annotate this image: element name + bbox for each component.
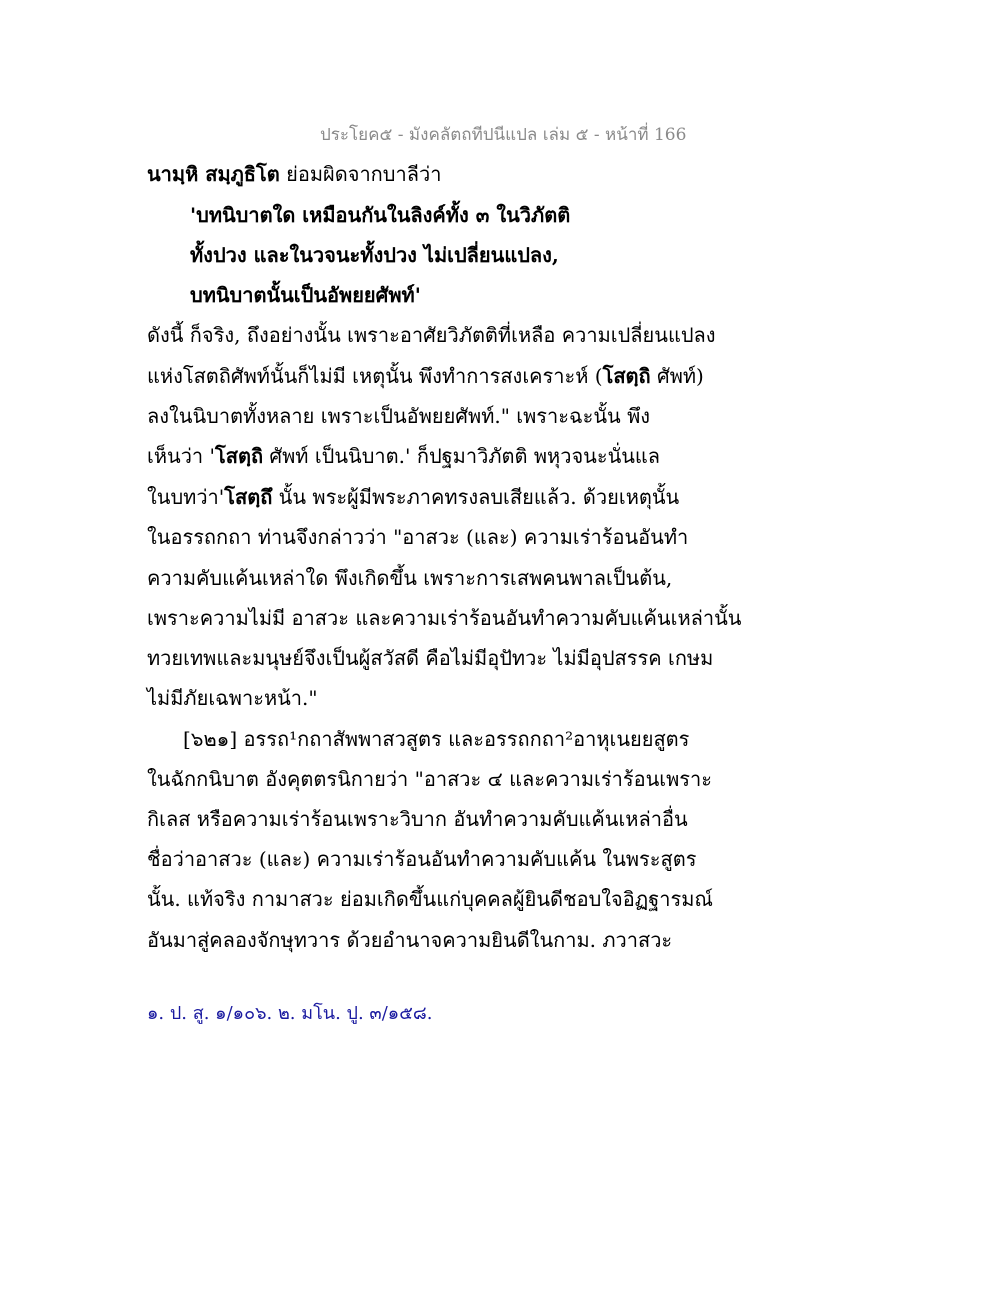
text-segment: ศัพท์) [650,364,704,388]
text-line-4: ลงในนิบาตทั้งหลาย เพราะเป็นอัพยยศัพท์." เพราะฉะนั้น พึง [147,404,651,428]
text-line-9: เพราะความไม่มี อาสวะ และความเร่าร้อนอันทำความคับแค้นเหล่านั้น [147,606,742,630]
text-line-14: กิเลส หรือความเร่าร้อนเพราะวิบาก อันทำความคับแค้นเหล่าอื่น [147,807,688,831]
text-line-8: ความคับแค้นเหล่าใด พึงเกิดขึ้น เพราะการเสพคนพาลเป็นต้น, [147,566,673,590]
text-line-6 [147,483,679,511]
text-segment: ในบทว่า' [147,485,225,509]
text-segment: ย่อมผิดจากบาลีว่า [279,162,442,186]
quote-line-1: 'บทนิบาตใด เหมือนกันในลิงค์ทั้ง ๓ ในวิภัตติ [190,203,571,227]
text-segment: นั้น พระผู้มีพระภาคทรงลบเสียแล้ว. ด้วยเหตุนั้น [272,485,680,509]
running-header: ประโยค๕ - มังคลัตถทีปนีแปล เล่ม ๕ - หน้าที่ 166 [320,125,687,145]
text-line-13: ในฉักกนิบาต อังคุตตรนิกายว่า "อาสวะ ๔ และความเร่าร้อนเพราะ [147,767,712,791]
footnote: ๑. ป. สู. ๑/๑๐๖. ๒. มโน. ปู. ๓/๑๕๘. [147,1003,433,1024]
text-line-7: ในอรรถกถา ท่านจึงกล่าวว่า "อาสวะ (และ) ความเร่าร้อนอันทำ [147,525,689,549]
pali-term: โสตฺถิ [215,444,264,468]
text-line-2: ดังนี้ ก็จริง, ถึงอย่างนั้น เพราะอาศัยวิภัตติที่เหลือ ความเปลี่ยนแปลง [147,323,716,347]
text-line-17: อันมาสู่คลองจักษุทวาร ด้วยอำนาจความยินดีในกาม. ภวาสวะ [147,928,673,952]
text-line-1 [147,160,441,188]
text-line-16: นั้น. แท้จริง กามาสวะ ย่อมเกิดขึ้นแก่บุคคลผู้ยินดีชอบใจอิฏฐารมณ์ [147,887,713,911]
text-segment: ศัพท์ เป็นนิบาต.' ก็ปฐมาวิภัตติ พหุวจนะนั่นแล [263,444,661,468]
text-line-11: ไม่มีภัยเฉพาะหน้า." [147,686,318,710]
pali-term: โสตฺถึ [224,485,273,509]
pali-phrase: นามฺหิ สมฺภูธิโต [147,162,280,186]
text-segment: เห็นว่า ' [147,444,216,468]
text-line-3 [147,362,704,390]
text-line-15: ชื่อว่าอาสวะ (และ) ความเร่าร้อนอันทำความคับแค้น ในพระสูตร [147,847,697,871]
pali-term: โสตฺถิ [602,364,651,388]
text-line-10: ทวยเทพและมนุษย์จึงเป็นผู้สวัสดี คือไม่มีอุปัทวะ ไม่มีอุปสรรค เกษม [147,646,714,670]
paragraph-start-line: [๖๒๑] อรรถ¹กถาสัพพาสวสูตร และอรรถกถา²อาหุเนยยสูตร [183,727,690,751]
quote-line-3: บทนิบาตนั้นเป็นอัพยยศัพท์' [190,283,421,307]
text-line-5 [147,442,660,470]
quote-line-2: ทั้งปวง และในวจนะทั้งปวง ไม่เปลี่ยนแปลง, [190,243,559,267]
text-segment: แห่งโสตถิศัพท์นั้นก็ไม่มี เหตุนั้น พึงทำการสงเคราะห์ ( [147,364,603,388]
